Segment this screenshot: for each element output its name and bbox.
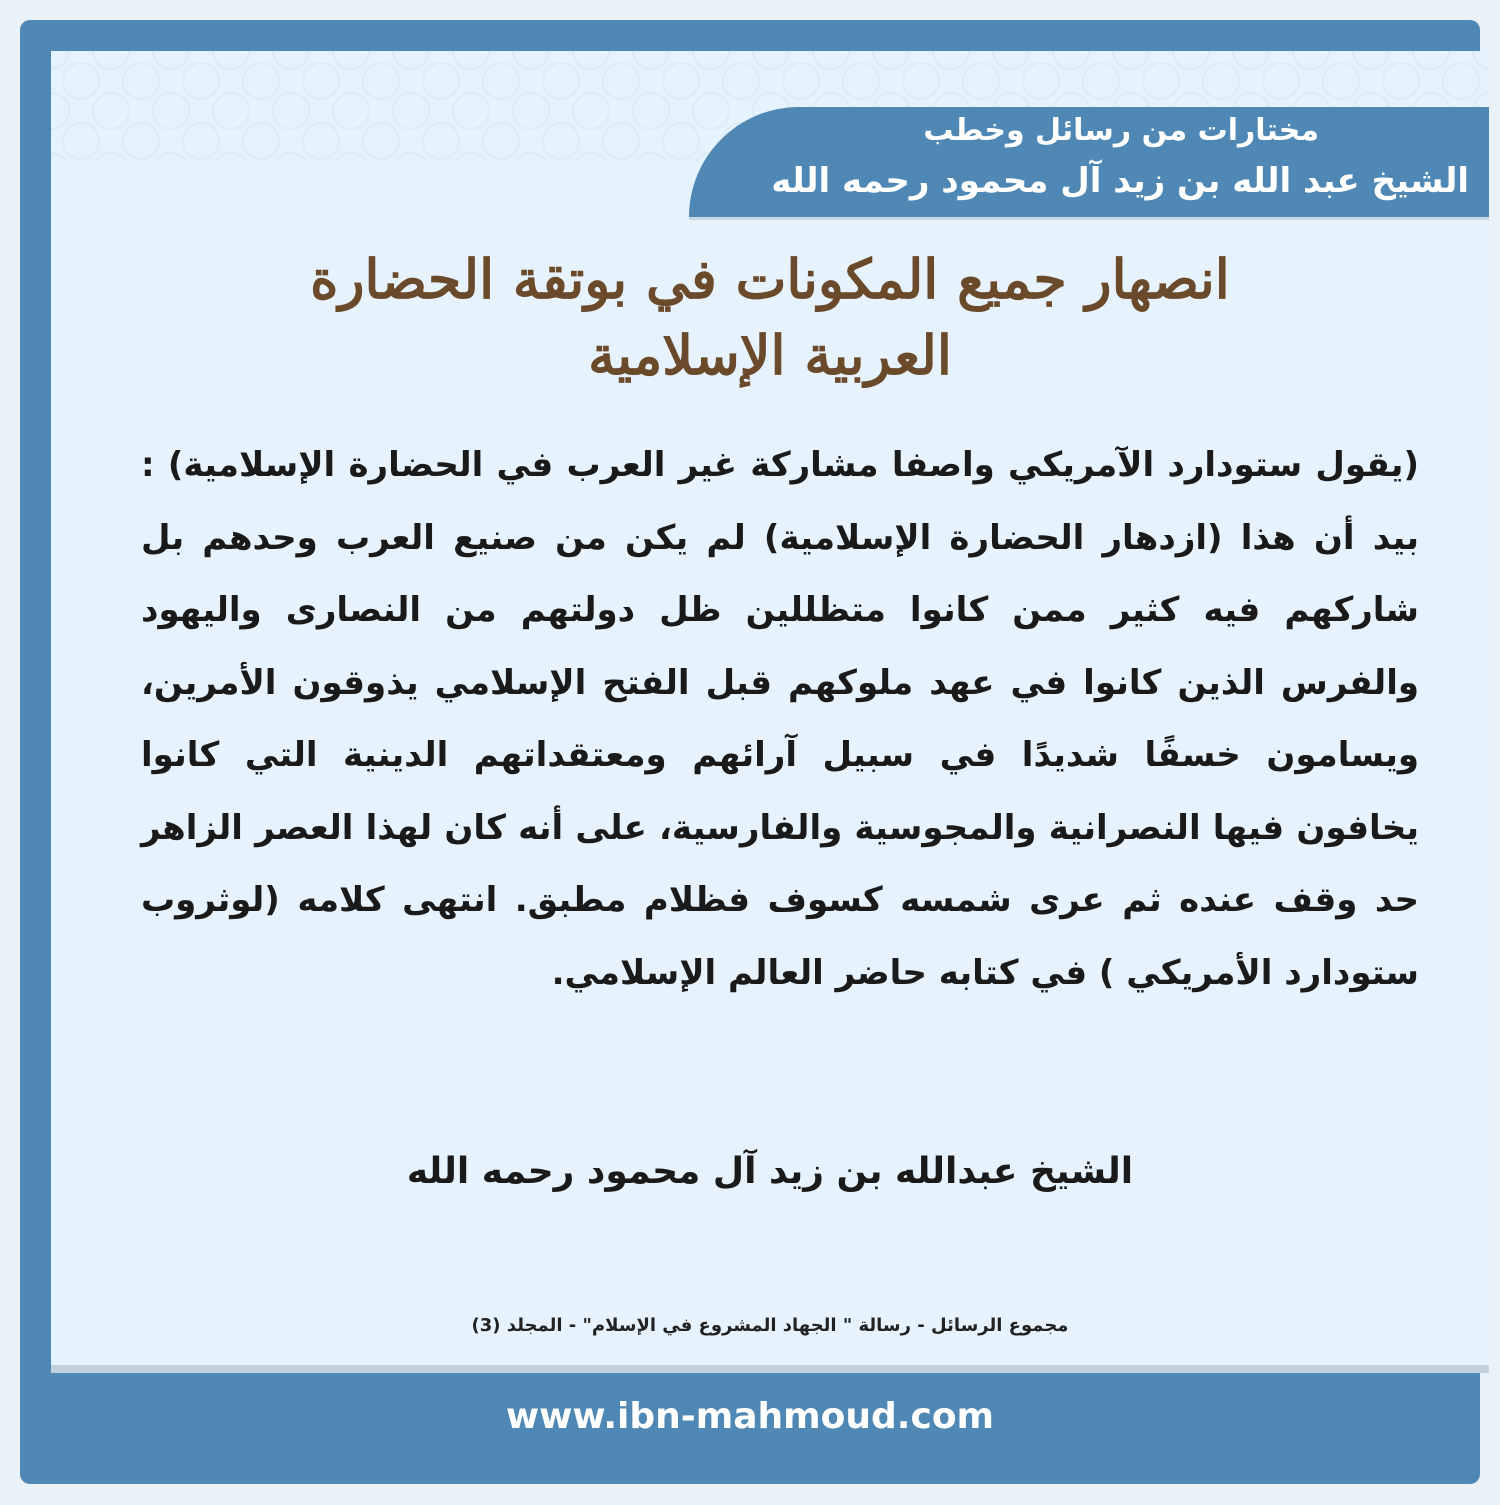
website-link[interactable]: www.ibn-mahmoud.com	[505, 1396, 995, 1437]
series-title: مختارات من رسائل وخطب	[923, 113, 1319, 148]
banner-author-name: الشيخ عبد الله بن زيد آل محمود رحمه الله	[771, 161, 1469, 201]
content-panel	[51, 51, 1489, 1373]
card-frame	[20, 20, 1480, 1484]
article-title	[111, 241, 1429, 393]
source-citation: مجموع الرسائل - رسالة " الجهاد المشروع في الإسلام" - المجلد (3)	[471, 1315, 1069, 1336]
article-body: (يقول ستودارد الآمريكي واصفا مشاركة غير العرب في الحضارة الإسلامية) : بيد أن هذا (ازدهار الحضارة الإسلامية) لم يكن من صنيع العرب وحدهم بل شاركهم فيه كثير ممن كانوا متظللين ظل دولتهم من النصارى واليهود والفرس الذين كانوا في عهد ملوكهم قبل الفتح الإسلامي يذوقون الأمرين، ويسامون خسفًا شديدًا في سبيل آرائهم ومعتقداتهم الدينية التي كانوا يخافون فيها النصرانية والمجوسية والفارسية، على أنه كان لهذا العصر الزاهر حد وقف عنده ثم عرى شمسه كسوف فظلام مطبق. انتهى كلامه (لوثروب ستودارد الأمريكي ) في كتابه حاضر العالم الإسلامي.	[141, 445, 1419, 993]
article-title-line1: انصهار جميع المكونات في بوتقة الحضارة	[310, 247, 1230, 311]
author-signature: الشيخ عبدالله بن زيد آل محمود رحمه الله	[406, 1151, 1134, 1192]
series-banner	[689, 107, 1489, 217]
article-title-line2: العربية الإسلامية	[588, 323, 952, 387]
